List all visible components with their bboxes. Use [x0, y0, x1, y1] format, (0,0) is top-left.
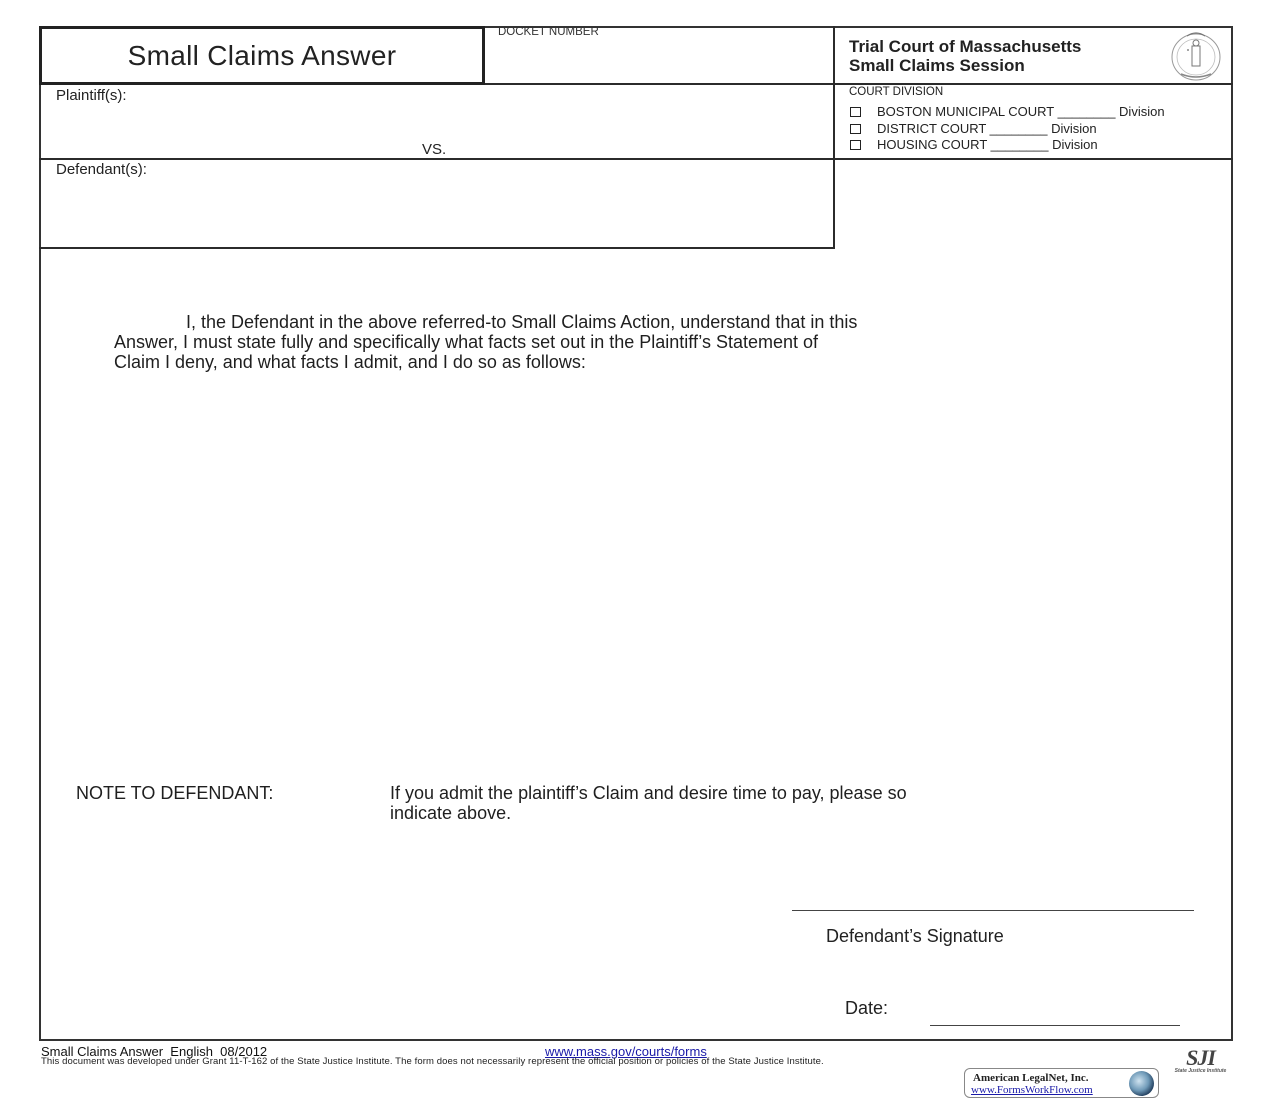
court-title — [849, 37, 1081, 75]
checkbox-district[interactable] — [850, 124, 861, 134]
statement-line2: Answer, I must state fully and specifically what facts set out in the Plaintiff’s Statement of — [114, 332, 819, 352]
aln-name: American LegalNet, Inc. — [973, 1072, 1089, 1084]
division-option-housing[interactable] — [850, 137, 1098, 152]
note-label: NOTE TO DEFENDANT: — [76, 783, 274, 803]
sji-logo-subtext: State Justice Institute — [1174, 1068, 1227, 1074]
court-title-line1: Trial Court of Massachusetts — [849, 37, 1082, 56]
court-division-label: COURT DIVISION — [849, 86, 944, 98]
form-title-box — [39, 26, 485, 85]
signature-line[interactable] — [792, 910, 1194, 911]
plaintiff-label: Plaintiff(s): — [56, 87, 127, 104]
note-line1: If you admit the plaintiff’s Claim and desire time to pay, please so — [390, 783, 907, 803]
division-option-boston-municipal[interactable] — [850, 104, 1165, 119]
aln-url-link[interactable]: www.FormsWorkFlow.com — [971, 1084, 1093, 1096]
grant-notice: This document was developed under Grant 11-T-162 of the State Justice Institute. The form does not necessarily represent the official position or policies of the State Justice Institute. — [41, 1056, 824, 1067]
defendant-field[interactable] — [56, 181, 826, 243]
note-line2: indicate above. — [390, 803, 512, 823]
signature-label: Defendant’s Signature — [826, 926, 1004, 946]
globe-icon — [1129, 1071, 1154, 1096]
massachusetts-seal-icon — [1167, 28, 1225, 82]
statement-line3: Claim I deny, and what facts I admit, and I do so as follows: — [114, 352, 586, 372]
column-divider — [833, 26, 835, 249]
note-text — [390, 783, 1130, 823]
division-option-label: HOUSING COURT ________ Division — [877, 137, 1098, 152]
plaintiff-divider — [39, 158, 1233, 160]
date-label: Date: — [845, 998, 889, 1018]
sji-logo-mark: SJI — [1186, 1045, 1215, 1070]
division-option-label: BOSTON MUNICIPAL COURT ________ Division — [877, 104, 1165, 119]
sji-logo — [1163, 1045, 1238, 1076]
division-option-district[interactable] — [850, 121, 1097, 136]
vs-label: VS. — [422, 141, 447, 158]
checkbox-boston-municipal[interactable] — [850, 107, 861, 117]
statement-line1: I, the Defendant in the above referred-to Small Claims Action, understand that in this — [186, 312, 858, 332]
division-option-label: DISTRICT COURT ________ Division — [877, 121, 1097, 136]
answer-statement — [114, 312, 1124, 372]
docket-number-field[interactable] — [490, 42, 828, 80]
american-legalnet-badge[interactable] — [964, 1068, 1159, 1098]
form-title: Small Claims Answer — [127, 39, 397, 71]
answer-field[interactable] — [114, 385, 1124, 765]
docket-number-label: DOCKET NUMBER — [498, 26, 599, 38]
court-title-line2: Small Claims Session — [849, 56, 1025, 75]
defendant-label: Defendant(s): — [56, 161, 147, 178]
date-field[interactable] — [930, 1025, 1180, 1026]
forms-url-link[interactable]: www.mass.gov/courts/forms — [545, 1044, 707, 1059]
form-id-footer: Small Claims Answer English 08/2012 — [41, 1044, 268, 1059]
defendant-divider — [39, 247, 835, 249]
checkbox-housing[interactable] — [850, 140, 861, 150]
